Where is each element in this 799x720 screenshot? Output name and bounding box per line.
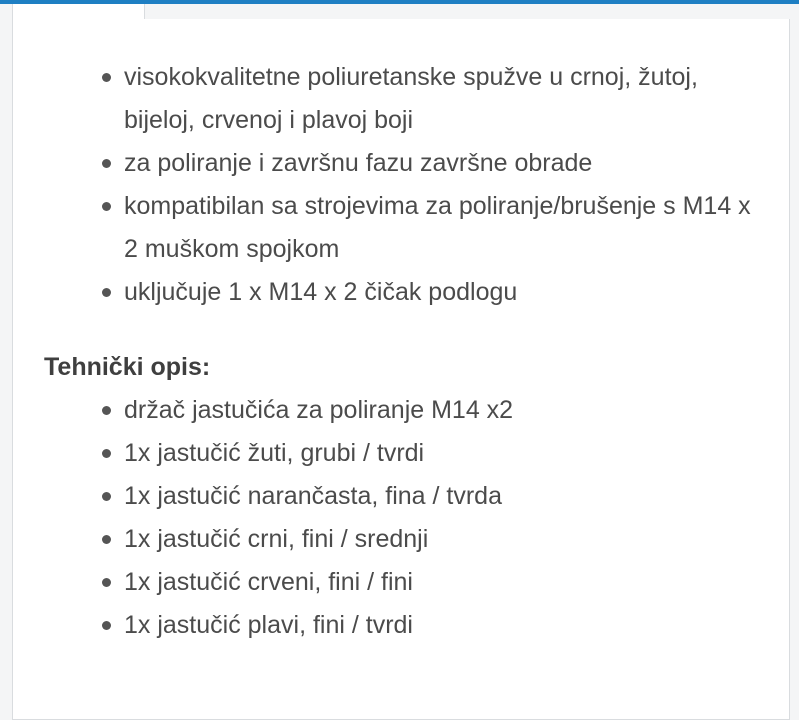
product-description xyxy=(44,56,764,647)
list-item: visokokvalitetne poliuretanske spužve u crnoj, žutoj, bijeloj, crvenoj i plavoj boji xyxy=(124,56,764,142)
list-item: 1x jastučić plavi, fini / tvrdi xyxy=(124,604,764,647)
list-item: uključuje 1 x M14 x 2 čičak podlogu xyxy=(124,271,764,314)
tech-description-heading: Tehnički opis: xyxy=(44,353,211,381)
list-item: držač jastučića za poliranje M14 x2 xyxy=(124,389,764,432)
list-item: 1x jastučić narančasta, fina / tvrda xyxy=(124,475,764,518)
list-item: 1x jastučić žuti, grubi / tvrdi xyxy=(124,432,764,475)
list-item: 1x jastučić crni, fini / srednji xyxy=(124,518,764,561)
list-item: kompatibilan sa strojevima za poliranje/brušenje s M14 x 2 muškom spojkom xyxy=(124,185,764,271)
list-item: 1x jastučić crveni, fini / fini xyxy=(124,561,764,604)
active-tab[interactable] xyxy=(12,4,145,20)
tech-list xyxy=(44,389,764,647)
list-item: za poliranje i završnu fazu završne obrade xyxy=(124,142,764,185)
feature-list xyxy=(44,56,764,314)
